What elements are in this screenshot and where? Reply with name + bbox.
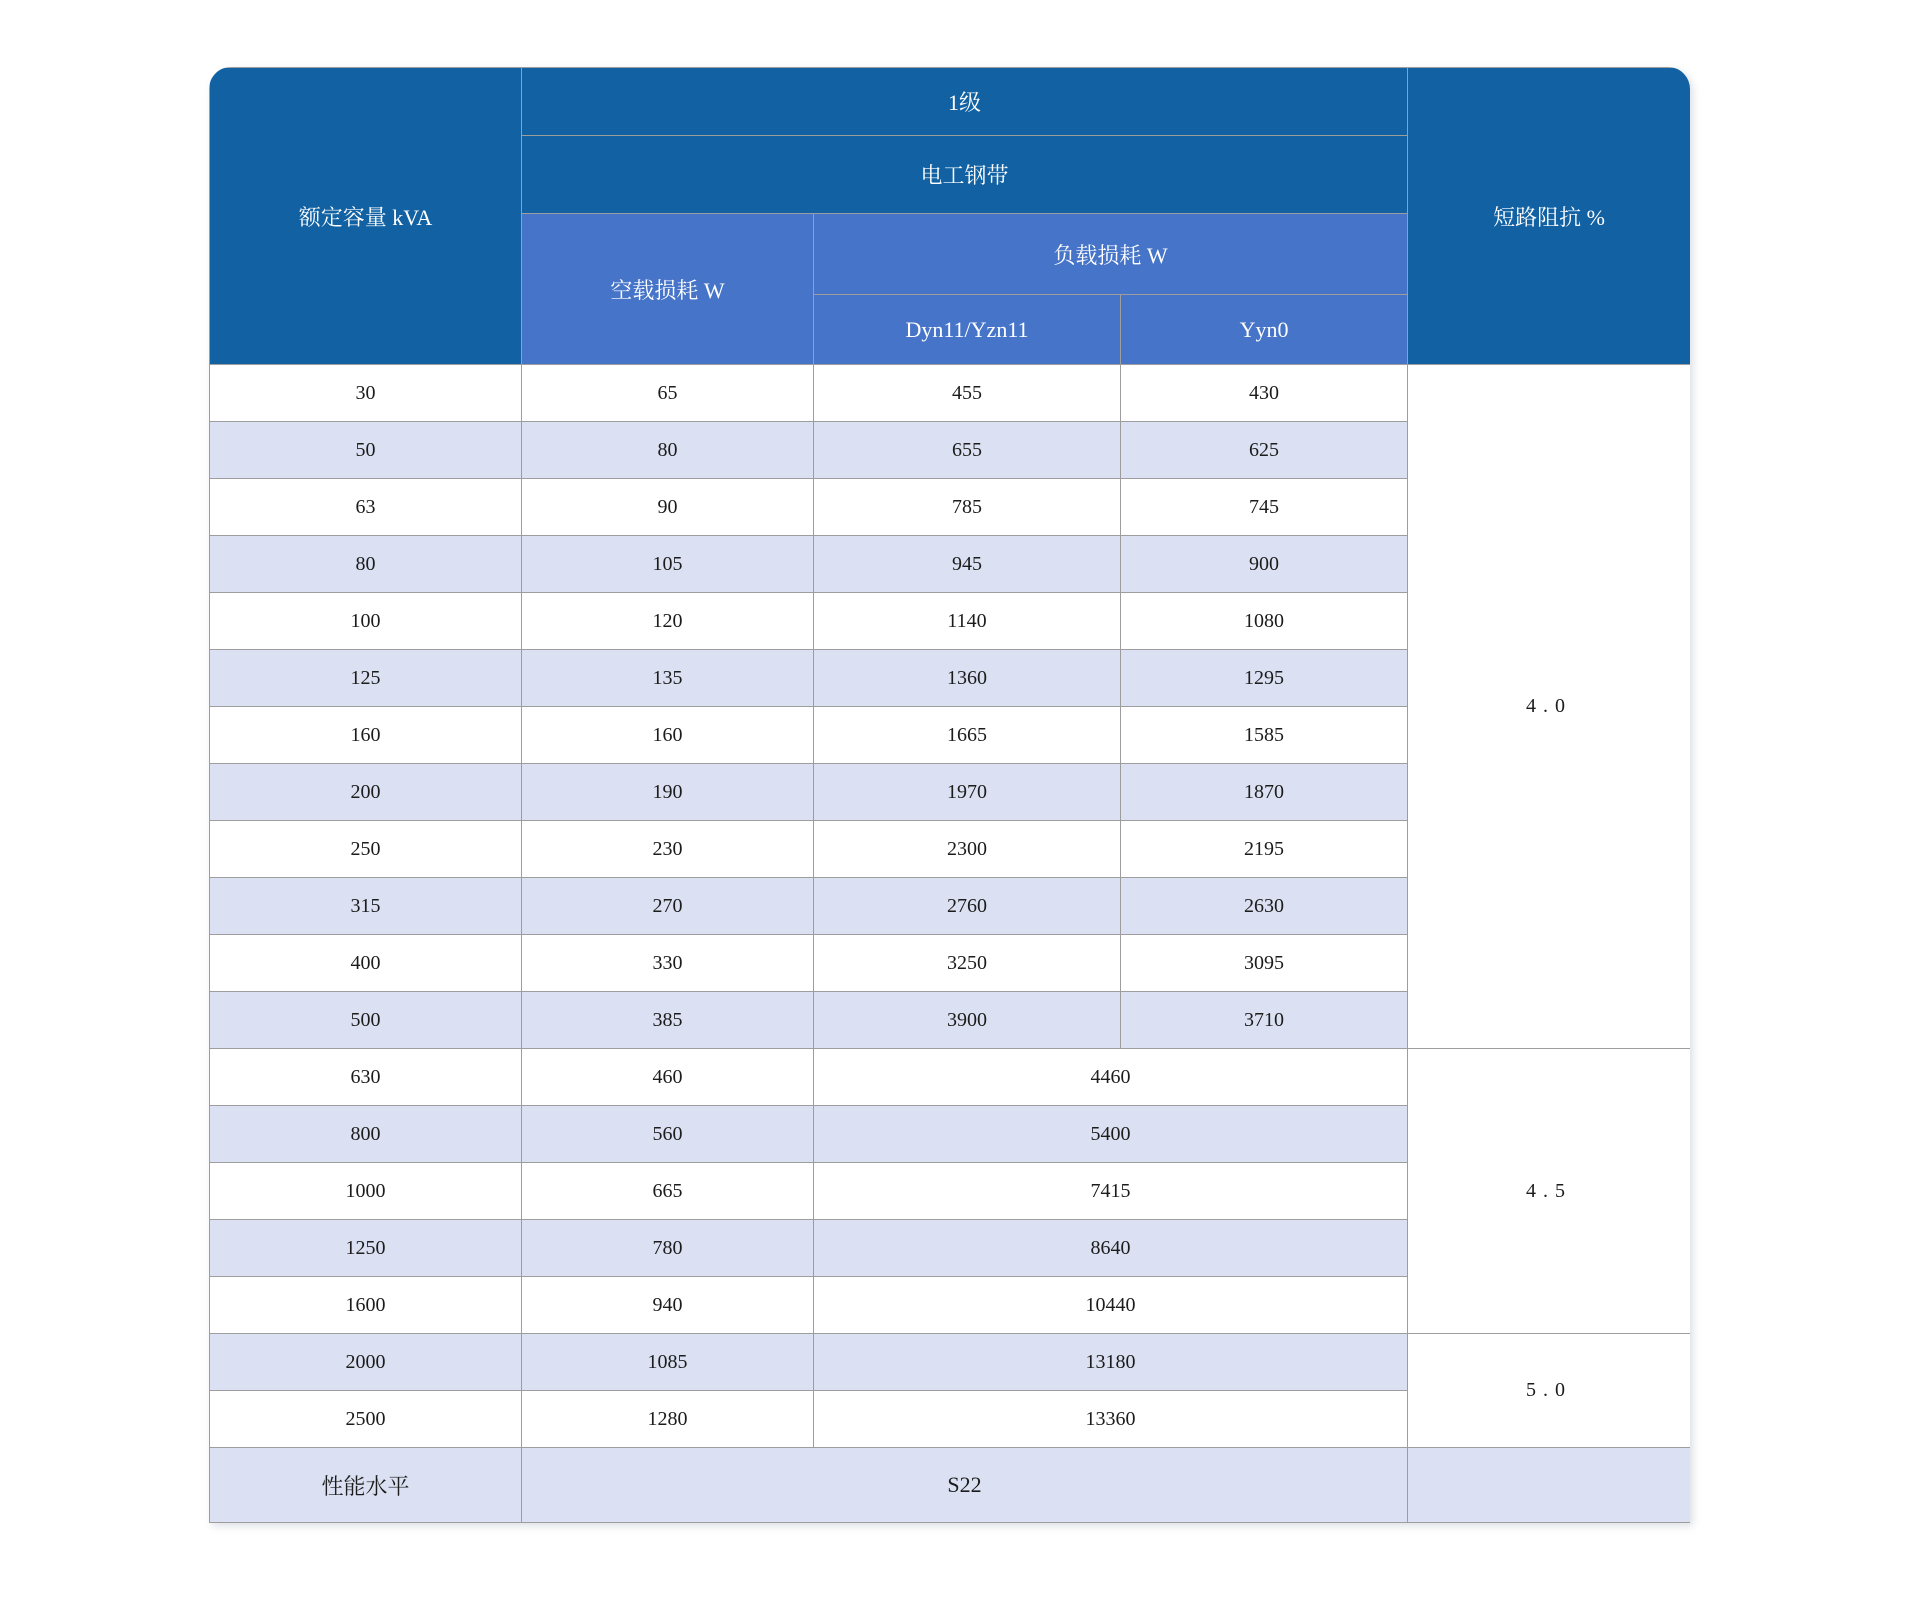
table-row — [210, 365, 1691, 422]
table-cell: 1585 — [1121, 707, 1408, 764]
table-cell: 160 — [210, 707, 522, 764]
table-cell: 1080 — [1121, 593, 1408, 650]
table-cell: 3095 — [1121, 935, 1408, 992]
table-cell: 940 — [522, 1277, 814, 1334]
header-no-load-loss: 空载损耗 W — [522, 214, 814, 365]
table-cell: 2195 — [1121, 821, 1408, 878]
table-cell: 125 — [210, 650, 522, 707]
table-cell: 80 — [522, 422, 814, 479]
impedance-cell-4-5: 4.5 — [1408, 1049, 1690, 1334]
table-cell: 1665 — [814, 707, 1121, 764]
table-cell: 1250 — [210, 1220, 522, 1277]
header-core-material: 电工钢带 — [522, 136, 1408, 214]
header-rated-capacity: 额定容量 kVA — [210, 68, 522, 365]
impedance-cell-4-0: 4.0 — [1408, 365, 1690, 1049]
table-cell: 105 — [522, 536, 814, 593]
table-cell-merged: 4460 — [814, 1049, 1408, 1106]
table-cell: 2630 — [1121, 878, 1408, 935]
table-cell: 270 — [522, 878, 814, 935]
table-cell: 1970 — [814, 764, 1121, 821]
table-cell-merged: 8640 — [814, 1220, 1408, 1277]
footer-row — [210, 1448, 1691, 1523]
table-cell: 630 — [210, 1049, 522, 1106]
table-cell: 3900 — [814, 992, 1121, 1049]
table-cell: 2300 — [814, 821, 1121, 878]
table-cell: 100 — [210, 593, 522, 650]
table-cell: 385 — [522, 992, 814, 1049]
table-row — [210, 1334, 1691, 1391]
table-cell: 1600 — [210, 1277, 522, 1334]
table-cell: 2000 — [210, 1334, 522, 1391]
table-cell: 250 — [210, 821, 522, 878]
table-cell-merged: 13360 — [814, 1391, 1408, 1448]
performance-level-label: 性能水平 — [210, 1448, 522, 1523]
table-cell: 945 — [814, 536, 1121, 593]
table-cell: 655 — [814, 422, 1121, 479]
table-cell: 1085 — [522, 1334, 814, 1391]
table-cell-merged: 7415 — [814, 1163, 1408, 1220]
table-cell: 1140 — [814, 593, 1121, 650]
table-cell: 1280 — [522, 1391, 814, 1448]
table-cell: 80 — [210, 536, 522, 593]
header-level: 1级 — [522, 68, 1408, 136]
table-row — [210, 1049, 1691, 1106]
spec-table-container — [209, 67, 1690, 1523]
table-cell: 1295 — [1121, 650, 1408, 707]
table-cell: 190 — [522, 764, 814, 821]
table-cell: 160 — [522, 707, 814, 764]
table-cell: 900 — [1121, 536, 1408, 593]
table-cell: 120 — [522, 593, 814, 650]
header-row-1 — [210, 68, 1691, 136]
table-cell: 560 — [522, 1106, 814, 1163]
table-cell: 65 — [522, 365, 814, 422]
table-cell: 3710 — [1121, 992, 1408, 1049]
table-cell: 1870 — [1121, 764, 1408, 821]
table-cell-merged: 10440 — [814, 1277, 1408, 1334]
table-cell: 200 — [210, 764, 522, 821]
table-cell: 90 — [522, 479, 814, 536]
table-cell: 50 — [210, 422, 522, 479]
table-cell: 1360 — [814, 650, 1121, 707]
table-cell: 455 — [814, 365, 1121, 422]
table-cell: 665 — [522, 1163, 814, 1220]
table-cell: 135 — [522, 650, 814, 707]
table-cell: 625 — [1121, 422, 1408, 479]
table-cell: 1000 — [210, 1163, 522, 1220]
impedance-cell-5-0: 5.0 — [1408, 1334, 1690, 1448]
table-cell: 30 — [210, 365, 522, 422]
table-cell: 2760 — [814, 878, 1121, 935]
table-cell: 745 — [1121, 479, 1408, 536]
table-cell: 780 — [522, 1220, 814, 1277]
table-cell: 3250 — [814, 935, 1121, 992]
header-vector-group-dyn11: Dyn11/Yzn11 — [814, 295, 1121, 365]
footer-empty-cell — [1408, 1448, 1690, 1523]
table-cell: 230 — [522, 821, 814, 878]
table-cell: 330 — [522, 935, 814, 992]
header-vector-group-yyn0: Yyn0 — [1121, 295, 1408, 365]
table-cell: 460 — [522, 1049, 814, 1106]
performance-level-value: S22 — [522, 1448, 1408, 1523]
table-cell: 2500 — [210, 1391, 522, 1448]
table-cell: 315 — [210, 878, 522, 935]
header-load-loss: 负载损耗 W — [814, 214, 1408, 295]
table-cell: 63 — [210, 479, 522, 536]
spec-table — [209, 67, 1690, 1523]
table-cell: 500 — [210, 992, 522, 1049]
table-cell: 430 — [1121, 365, 1408, 422]
table-cell: 400 — [210, 935, 522, 992]
table-cell: 785 — [814, 479, 1121, 536]
table-cell-merged: 5400 — [814, 1106, 1408, 1163]
table-cell-merged: 13180 — [814, 1334, 1408, 1391]
table-cell: 800 — [210, 1106, 522, 1163]
header-impedance: 短路阻抗 % — [1408, 68, 1690, 365]
